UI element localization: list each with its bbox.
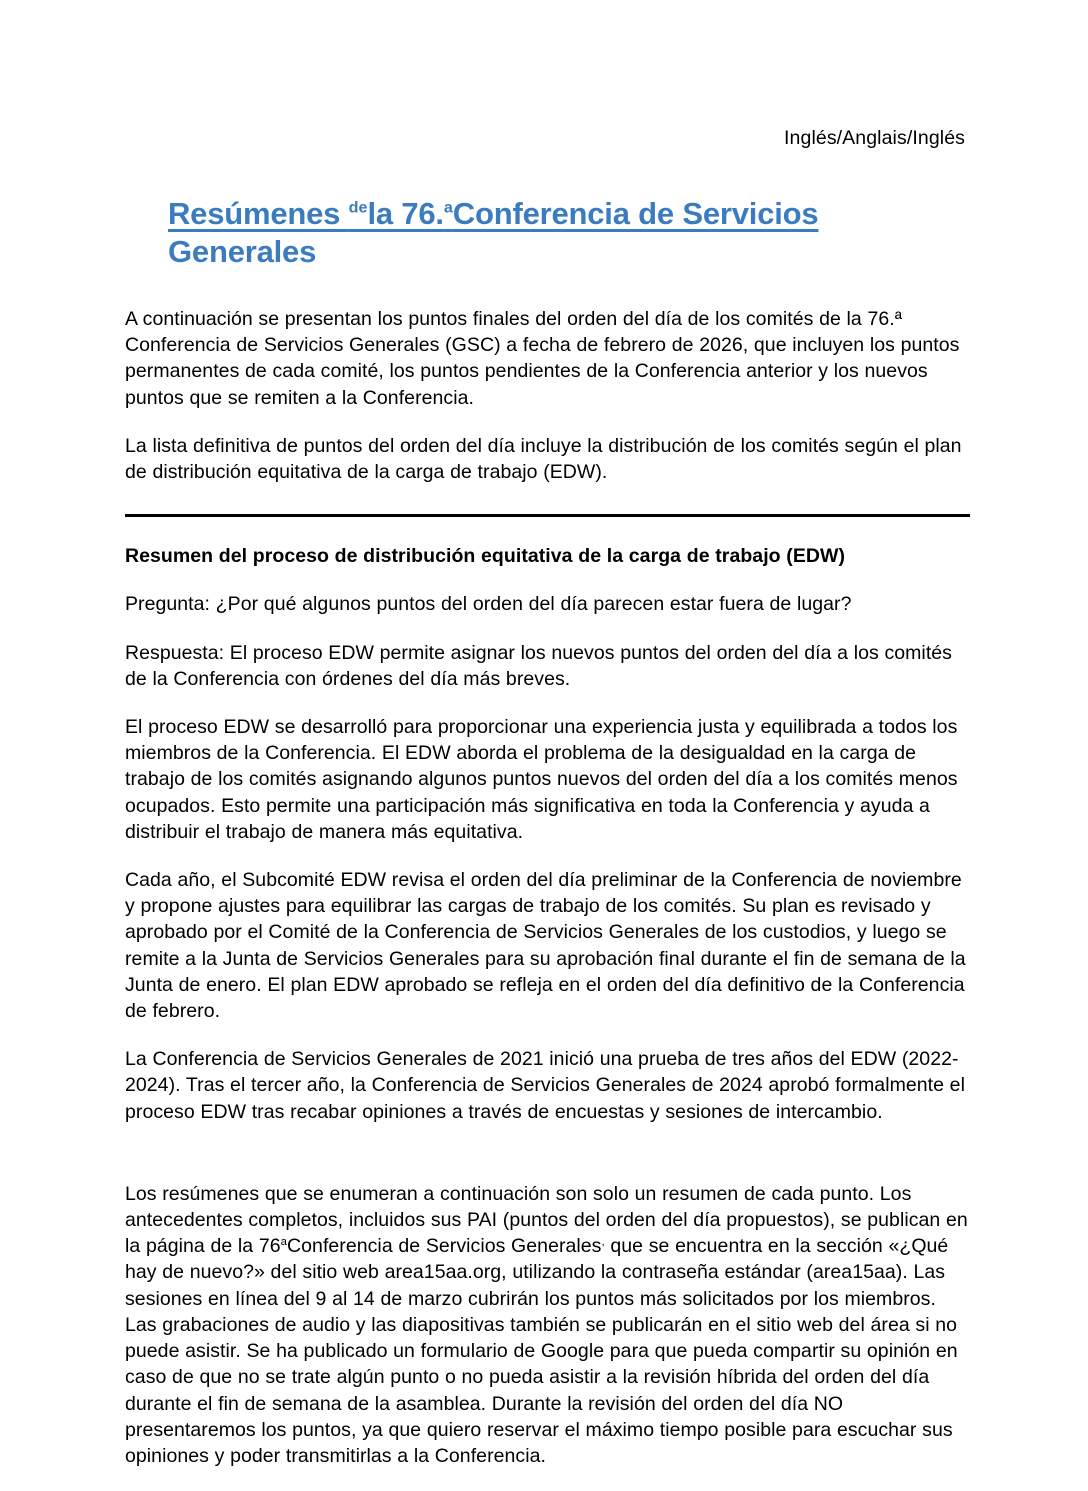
- section-divider: [125, 514, 970, 517]
- paragraph-intro-2: La lista definitiva de puntos del orden del día incluye la distribución de los comités según el plan de distribución equitativa de la carga de trabajo (EDW).: [125, 434, 962, 484]
- paragraph-closing-superscript-ordinal: a: [280, 1236, 288, 1249]
- page-title-part-1: Resúmenes: [168, 195, 349, 231]
- edw-section-heading: Resumen del proceso de distribución equitativa de la carga de trabajo (EDW): [125, 545, 846, 568]
- paragraph-closing: [125, 1181, 970, 1469]
- paragraph-closing-part-2: Conferencia de Servicios Generales: [287, 1235, 602, 1258]
- page-title-part-2: la 76.: [367, 195, 444, 231]
- paragraph-edw-purpose: El proceso EDW se desarrolló para proporcionar una experiencia justa y equilibrada a todos los miembros de la Conferencia. El EDW aborda el problema de la desigualdad en la carga de trabajo de los comités asignando algunos puntos nuevos del orden del día a los comités menos ocupados. Esto permite una participación más significativa en toda la Conferencia y ayuda a distribuir el trabajo de manera más equitativa.: [125, 716, 958, 843]
- paragraph-spacer: [125, 1147, 970, 1181]
- document-body: [125, 306, 970, 1491]
- section-divider-wrap: [125, 507, 970, 543]
- paragraph-closing-part-1: Los resúmenes que se enumeran a continuación son solo un resumen de cada punto. Los antecedentes completos, incluidos sus PAI (puntos del orden del día propuestos), se publican en la página de la 76: [125, 1182, 968, 1258]
- page-title-line-2: Generales: [168, 233, 317, 269]
- paragraph-edw-annual: Cada año, el Subcomité EDW revisa el orden del día preliminar de la Conferencia de noviembre y propone ajustes para equilibrar las cargas de trabajo de los comités. Su plan es revisado y aprobado por el Comité de la Conferencia de Servicios Generales de los custodios, y luego se remite a la Junta de Servicios Generales para su aprobación final durante el fin de semana de la Junta de enero. El plan EDW aprobado se refleja en el orden del día definitivo de la Conferencia de febrero.: [125, 869, 966, 1023]
- paragraph-question: Pregunta: ¿Por qué algunos puntos del orden del día parecen estar fuera de lugar?: [125, 593, 852, 616]
- page-title: [168, 195, 958, 271]
- paragraph-intro-1: A continuación se presentan los puntos finales del orden del día de los comités de la 76.ª Conferencia de Servicios Generales (GSC) a fecha de febrero de 2026, que incluyen los puntos permanentes de cada comité, los puntos pendientes de la Conferencia anterior y los nuevos puntos que se remiten a la Conferencia.: [125, 308, 960, 409]
- page-title-part-3: Conferencia de Servicios: [452, 195, 819, 231]
- paragraph-edw-history: La Conferencia de Servicios Generales de 2021 inició una prueba de tres años del EDW (2022-2024). Tras el tercer año, la Conferencia de Servicios Generales de 2024 aprobó formalmente el proceso EDW tras recabar opiniones a través de encuestas y sesiones de intercambio.: [125, 1048, 965, 1123]
- page-title-line-1: [168, 196, 818, 231]
- paragraph-answer: Respuesta: El proceso EDW permite asignar los nuevos puntos del orden del día a los comités de la Conferencia con órdenes del día más breves.: [125, 641, 952, 690]
- language-header: Inglés/Anglais/Inglés: [784, 127, 965, 149]
- paragraph-closing-superscript-comma: ,: [601, 1236, 605, 1249]
- page-title-superscript-de: de: [348, 198, 368, 217]
- page-title-superscript-ordinal: a: [443, 198, 453, 217]
- paragraph-closing-part-3: que se encuentra en la sección «¿Qué hay de nuevo?» del sitio web area15aa.org, utilizando la contraseña estándar (area15aa). Las sesiones en línea del 9 al 14 de marzo cubrirán los puntos más solicitados por los miembros. Las grabaciones de audio y las diapositivas también se publicarán en el sitio web del área si no puede asistir. Se ha publicado un formulario de Google para que pueda compartir su opinión en caso de que no se trate algún punto o no pueda asistir a la revisión híbrida del orden del día durante el fin de semana de la asamblea. Durante la revisión del orden del día NO presentaremos los puntos, ya que quiero reservar el máximo tiempo posible para escuchar sus opiniones y poder transmitirlas a la Conferencia.: [125, 1235, 958, 1467]
